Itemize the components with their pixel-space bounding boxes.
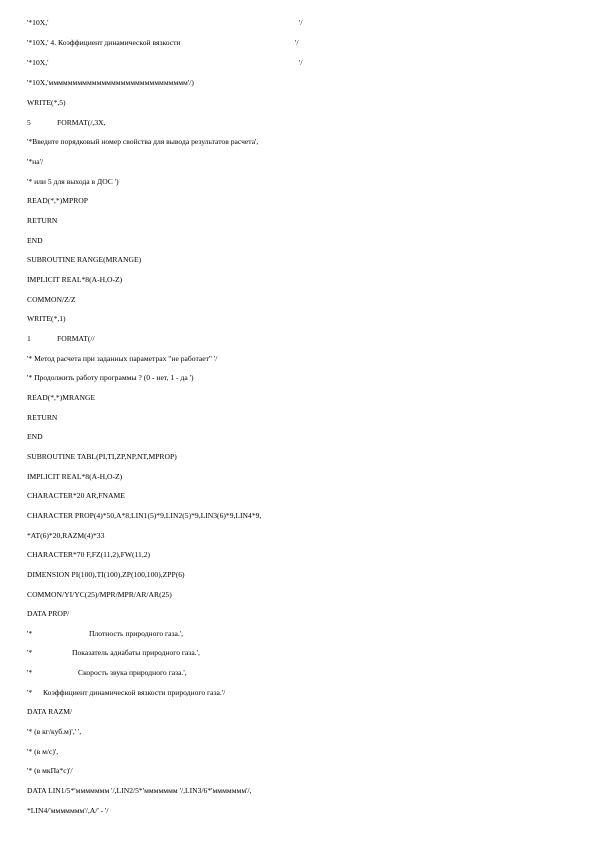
- code-text: FORMAT(//: [57, 334, 95, 343]
- code-text: '*: [27, 629, 33, 638]
- code-text: END: [27, 236, 43, 245]
- code-text-end: '/: [299, 58, 303, 67]
- code-text: DATA RAZM/: [27, 707, 73, 716]
- code-text: CHARACTER*70 F,FZ(11,2),FW(11,2): [27, 550, 151, 559]
- code-text: RETURN: [27, 216, 58, 225]
- code-text: CHARACTER*20 AR,FNAME: [27, 491, 125, 500]
- code-text: Плотность природного газа.',: [89, 629, 184, 638]
- code-text: SUBROUTINE RANGE(MRANGE): [27, 255, 142, 264]
- code-text: '*10X,': [27, 18, 49, 27]
- code-line-41: [27, 806, 109, 836]
- code-text: DIMENSION PI(100),TI(100),ZP(100,100),ZPP(6): [27, 570, 185, 579]
- code-text: '*10X,'ммммммммммммммммммммммммммммм'/): [27, 78, 194, 87]
- code-text: '* (в м/с)',: [27, 747, 59, 756]
- code-text: Коэффициент динамической вязкости природного газа.'/: [43, 688, 226, 697]
- code-text: '* Метод расчета при заданных параметрах "не работает" '/: [27, 354, 218, 363]
- code-text: IMPLICIT REAL*8(A-H,O-Z): [27, 472, 123, 481]
- code-text: END: [27, 432, 43, 441]
- code-text: '* или 5 для выхода в ДОС '): [27, 177, 119, 186]
- code-text: SUBROUTINE TABL(PI,TI,ZP,NP,NT,MPROP): [27, 452, 177, 461]
- code-text: FORMAT(/,3X,: [57, 118, 106, 127]
- statement-label: 5: [27, 118, 31, 127]
- code-text: '* (в мкПа*с)'/: [27, 766, 73, 775]
- code-text-end: '/: [299, 18, 303, 27]
- code-text: '*: [27, 648, 33, 657]
- code-text: Скорость звука природного газа.',: [78, 668, 187, 677]
- code-text: RETURN: [27, 413, 58, 422]
- code-text: '* Продолжить работу программы ? (0 - нет, 1 - да '): [27, 373, 194, 382]
- code-text: '*Введите порядковый номер свойства для вывода результатов расчета',: [27, 137, 259, 146]
- code-text: *LIN4/'ммммммм'/,A/' - '/: [27, 806, 109, 815]
- statement-label: 1: [27, 334, 31, 343]
- code-text: DATA PROP/: [27, 609, 70, 618]
- code-text: DATA LIN1/5*'ммммммм '/,LIN2/5*'ммммммм '/,LIN3/6*'ммммммм'/,: [27, 786, 252, 795]
- code-text: WRITE(*,1): [27, 314, 66, 323]
- code-text: READ(*,*)MPROP: [27, 196, 88, 205]
- code-text: '*на'/: [27, 157, 44, 166]
- code-text: WRITE(*,5): [27, 98, 66, 107]
- code-text: CHARACTER PROP(4)*50,A*8,LIN1(5)*9,LIN2(5)*9,LIN3(6)*9,LIN4*9,: [27, 511, 262, 520]
- code-text: IMPLICIT REAL*8(A-H,O-Z): [27, 275, 123, 284]
- code-text: '*10X,' 4. Коэффициент динамической вязкости: [27, 38, 181, 47]
- code-text: '*10X,': [27, 58, 49, 67]
- code-text: *AT(6)*20,RAZM(4)*33: [27, 531, 105, 540]
- code-text: '*: [27, 668, 33, 677]
- code-text: Показатель адиабаты природного газа.',: [72, 648, 200, 657]
- code-text: COMMON/YI/YC(25)/MPR/MPR/AR/AR(25): [27, 590, 172, 599]
- code-text: READ(*,*)MRANGE: [27, 393, 96, 402]
- code-text-end: '/: [295, 38, 299, 47]
- code-text: '*: [27, 688, 33, 697]
- code-text: COMMON/Z/Z: [27, 295, 76, 304]
- code-text: '* (в кг/куб.м)',' ',: [27, 727, 82, 736]
